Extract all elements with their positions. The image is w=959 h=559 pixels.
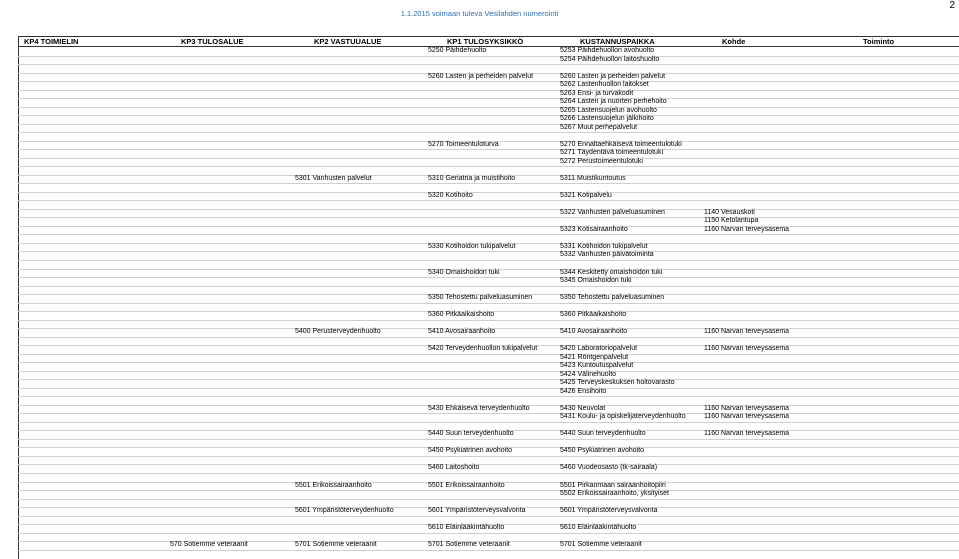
cell-c5: 5260 Lasten ja perheiden palvelut [560, 72, 666, 80]
table-row [18, 405, 959, 414]
table-row [18, 226, 959, 235]
column-header-kp1: KP1 TULOSYKSIKKÖ [447, 37, 524, 46]
cell-c5: 5323 Kotisairaanhoito [560, 225, 628, 233]
cell-c5: 5431 Koulu- ja opiskelijaterveydenhuolto [560, 413, 686, 421]
column-header-kp3: KP3 TULOSALUE [181, 37, 244, 46]
cell-c5: 5425 Terveyskeskuksen hoitovarasto [560, 379, 675, 387]
table-row [18, 98, 959, 107]
cell-c4: 5270 Toimeentuloturva [428, 140, 499, 148]
cell-c6: 1160 Narvan terveysasema [704, 430, 790, 438]
cell-c5: 5263 Ensi- ja turvakodit [560, 89, 634, 97]
column-header-kp4: KP4 TOIMIELIN [24, 37, 79, 46]
column-header-toiminto: Toiminto [863, 37, 895, 46]
cell-c4: 5610 Eläinlääkintähuolto [428, 524, 505, 532]
cell-c5: 5360 Pitkäaikaishoito [560, 311, 627, 319]
table-row [18, 362, 959, 371]
table-row [18, 166, 959, 175]
page-number: 2 [949, 0, 955, 11]
cell-c5: 5350 Tehostettu palveluasuminen [560, 294, 665, 302]
cell-c5: 5271 Täydentävä toimeentulotuki [560, 149, 663, 157]
cell-c5: 5426 Ensihoito [560, 387, 607, 395]
table-row [18, 439, 959, 448]
table-row [18, 345, 959, 354]
table-row [18, 183, 959, 192]
table-row [18, 303, 959, 312]
numbering-table [18, 36, 959, 559]
table-header [18, 36, 959, 46]
cell-c4: 5410 Avosairaanhoito [428, 328, 496, 336]
column-header-kohde: Kohde [722, 37, 746, 46]
cell-c5: 5701 Sotiemme veteraanit [560, 541, 642, 549]
table-row [18, 251, 959, 260]
cell-c4: 5350 Tehostettu palveluasuminen [428, 294, 533, 302]
cell-c4: 5450 Psykiatrinen avohoito [428, 447, 513, 455]
cell-c5: 5501 Pirkanmaan sairaanhoitopiiri [560, 481, 666, 489]
cell-c4: 5260 Lasten ja perheiden palvelut [428, 72, 534, 80]
cell-c5: 5460 Vuodeosasto (tk-sairaala) [560, 464, 658, 472]
cell-c5: 5262 Lastenhuollon laitokset [560, 81, 649, 89]
cell-c4: 5360 Pitkäaikaishoito [428, 311, 495, 319]
table-row [18, 192, 959, 201]
cell-c6: 1160 Narvan terveysasema [704, 404, 790, 412]
table-row [18, 73, 959, 82]
table-row [18, 217, 959, 226]
cell-c5: 5254 Päihdehuollon laitoshuolto [560, 55, 660, 63]
cell-c4: 5430 Ehkäisevä terveydenhuolto [428, 404, 530, 412]
table-row [18, 158, 959, 167]
cell-c2: 570 Sotiemme veteraanit [170, 541, 248, 549]
table-row [18, 473, 959, 482]
table-row [18, 396, 959, 405]
table-row [18, 422, 959, 431]
cell-c4: 5460 Laitoshoito [428, 464, 480, 472]
cell-c4: 5701 Sotiemme veteraanit [428, 541, 510, 549]
cell-c6: 1160 Narvan terveysasema [704, 328, 790, 336]
cell-c5: 5430 Neuvolat [560, 404, 606, 412]
table-row [18, 47, 959, 56]
cell-c5: 5272 Perustoimeentulotuki [560, 157, 643, 165]
table-row [18, 115, 959, 124]
cell-c5: 5321 Kotipalvelu [560, 191, 612, 199]
cell-c5: 5322 Vanhusten palveluasuminen [560, 208, 665, 216]
cell-c5: 5421 Röntgenpalvelut [560, 353, 629, 361]
table-row [18, 371, 959, 380]
table-row [18, 141, 959, 150]
cell-c5: 5610 Eläinlääkintähuolto [560, 524, 637, 532]
cell-c6: 1160 Narvan terveysasema [704, 413, 790, 421]
table-row [18, 533, 959, 542]
table-row [18, 337, 959, 346]
table-row [18, 175, 959, 184]
table-row [18, 499, 959, 508]
table-row [18, 490, 959, 499]
cell-c3: 5501 Erikoissairaanhoito [295, 481, 372, 489]
cell-c4: 5320 Kotihoito [428, 191, 473, 199]
cell-c3: 5601 Ympäristöterveydenhuolto [295, 507, 394, 515]
table-row [18, 311, 959, 320]
header-top-border [18, 36, 959, 37]
table-row [18, 413, 959, 422]
table-row [18, 524, 959, 533]
cell-c5: 5331 Kotihoidon tukipalvelut [560, 242, 648, 250]
column-header-kp2: KP2 VASTUUALUE [314, 37, 382, 46]
cell-c6: 1160 Narvan terveysasema [704, 345, 790, 353]
table-row [18, 430, 959, 439]
table-row [18, 149, 959, 158]
cell-c4: 5250 Päihdehuolto [428, 47, 487, 54]
cell-c5: 5424 Välinehuolto [560, 370, 617, 378]
document-title: 1.1.2015 voimaan tuleva Vesilahden numerointi [400, 9, 559, 18]
cell-c6: 1150 Ketolantupa [704, 217, 759, 225]
table-row [18, 456, 959, 465]
table-row [18, 320, 959, 329]
column-header-kustannuspaikka: KUSTANNUSPAIKKA [580, 37, 655, 46]
table-row [18, 516, 959, 525]
cell-c3: 5400 Perusterveydenhuolto [295, 328, 381, 336]
cell-c5: 5266 Lastensuojelun jälkihoito [560, 115, 654, 123]
cell-c5: 5420 Laboratoriopalvelut [560, 345, 638, 353]
cell-c5: 5423 Kuntoutuspalvelut [560, 362, 634, 370]
cell-c4: 5440 Suun terveydenhuolto [428, 430, 514, 438]
cell-c5: 5332 Vanhusten päivätoiminta [560, 251, 654, 259]
cell-c5: 5450 Psykiatrinen avohoito [560, 447, 645, 455]
cell-c5: 5344 Keskitetty omaishoidon tuki [560, 268, 663, 276]
cell-c5: 5502 Erikoissairaanhoito, yksityiset [560, 490, 669, 498]
cell-c3: 5701 Sotiemme veteraanit [295, 541, 377, 549]
table-row [18, 56, 959, 65]
cell-c5: 5253 Päihdehuollon avohuolto [560, 47, 655, 54]
table-row [18, 243, 959, 252]
cell-c4: 5601 Ympäristöterveysvalvonta [428, 507, 526, 515]
cell-c4: 5420 Terveydenhuollon tukipalvelut [428, 345, 538, 353]
cell-c5: 5410 Avosairaanhoito [560, 328, 628, 336]
table-row [18, 447, 959, 456]
table-row [18, 294, 959, 303]
row-divider [18, 550, 959, 551]
table-row [18, 286, 959, 295]
table-row [18, 90, 959, 99]
table-row [18, 81, 959, 90]
cell-c6: 1140 Vesauskoti [704, 208, 755, 216]
table-row [18, 209, 959, 218]
cell-c5: 5345 Omaishoidon tuki [560, 277, 632, 285]
table-row [18, 379, 959, 388]
cell-c5: 5311 Muistikuntoutus [560, 174, 626, 182]
cell-c5: 5264 Lasten ja nuorten perhehoito [560, 98, 667, 106]
cell-c5: 5265 Lastensuojelun avohuolto [560, 106, 657, 114]
table-row [18, 328, 959, 337]
table-row [18, 132, 959, 141]
table-row [18, 388, 959, 397]
table-row [18, 64, 959, 73]
cell-c3: 5301 Vanhusten palvelut [295, 174, 372, 182]
table-row [18, 260, 959, 269]
table-row [18, 107, 959, 116]
cell-c5: 5270 Ennaltaehkäisevä toimeentulotuki [560, 140, 682, 148]
table-row [18, 541, 959, 550]
table-row [18, 269, 959, 278]
table-row [18, 200, 959, 209]
cell-c5: 5440 Suun terveydenhuolto [560, 430, 646, 438]
cell-c5: 5601 Ympäristöterveysvalvonta [560, 507, 658, 515]
cell-c4: 5340 Omaishoidon tuki [428, 268, 500, 276]
table-row [18, 507, 959, 516]
cell-c4: 5310 Geriatria ja muistihoito [428, 174, 516, 182]
cell-c5: 5267 Muut perhepalvelut [560, 123, 638, 131]
table-row [18, 482, 959, 491]
cell-c6: 1160 Narvan terveysasema [704, 225, 790, 233]
table-row [18, 234, 959, 243]
table-row [18, 354, 959, 363]
cell-c4: 5501 Erikoissairaanhoito [428, 481, 505, 489]
table-row [18, 464, 959, 473]
table-row [18, 124, 959, 133]
table-row [18, 277, 959, 286]
cell-c4: 5330 Kotihoidon tukipalvelut [428, 242, 516, 250]
